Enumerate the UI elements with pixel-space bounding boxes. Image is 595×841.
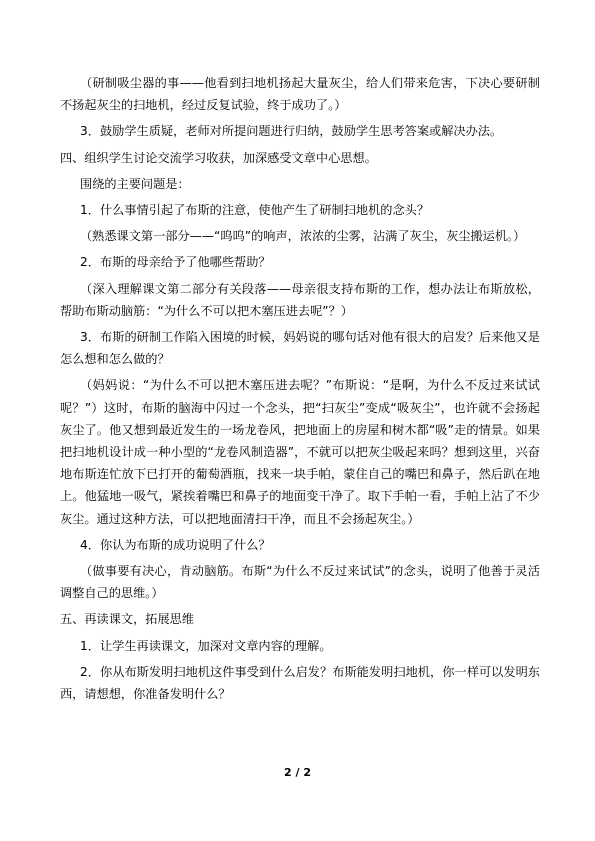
section-heading-4: 四、组织学生讨论交流学习收获，加深感受文章中心思想。 (60, 150, 377, 165)
document-body (60, 72, 540, 709)
section-heading-5: 五、再读课文，拓展思维 (60, 612, 195, 627)
answer-2: （深入理解课文第二部分有关段落——母亲很支持布斯的工作，想办法让布斯放松，帮助布斯动脑筋：“为什么不可以把木塞压进去呢”？） (60, 281, 540, 318)
paragraph-step-3-questions: 3．鼓励学生质疑，老师对所提问题进行归纳，鼓励学生思考答案或解决办法。 (80, 124, 503, 139)
paragraph-main-questions-intro: 围绕的主要问题是： (80, 176, 190, 191)
question-3: 3．布斯的研制工作陷入困境的时候，妈妈说的哪句话对他有很大的启发？后来他又是怎么想和怎么做的？ (60, 330, 540, 367)
answer-3: （妈妈说：“为什么不可以把木塞压进去呢？”布斯说：“是啊，为什么不反过来试试呢？”）这时，布斯的脑海中闪过一个念头，把“扫灰尘”变成“吸灰尘”，也许就不会扬起灰尘了。他又想到最近发生的一场龙卷风，把地面上的房屋和树木都“吸”走的情景。如果把扫地机设计成一种小型的“龙卷风制造器”，不就可以把灰尘吸起来吗？想到这里，兴奋地布斯连忙放下已打开的葡萄酒瓶，找来一块手帕，蒙住自己的嘴巴和鼻子，然后趴在地上。他猛地一吸气，紧挨着嘴巴和鼻子的地面变干净了。取下手帕一看，手帕上沾了不少灰尘。通过这种方法，可以把地面清扫干净，而且不会扬起灰尘。） (60, 378, 540, 526)
question-1: 1．什么事情引起了布斯的注意，使他产生了研制扫地机的念头？ (80, 203, 430, 218)
question-4: 4．你认为布斯的成功说明了什么？ (80, 537, 271, 552)
task-1: 1．让学生再读课文，加深对文章内容的理解。 (80, 638, 332, 653)
paragraph-vacuum-story: （研制吸尘器的事——他看到扫地机扬起大量灰尘，给人们带来危害，下决心要研制不扬起灰尘的扫地机，经过反复试验，终于成功了。） (60, 76, 540, 113)
page-number: 2 / 2 (284, 766, 311, 779)
answer-1: （熟悉课文第一部分——“呜呜”的响声，浓浓的尘雾，沾满了灰尘，灰尘搬运机。） (80, 229, 526, 244)
task-2: 2．你从布斯发明扫地机这件事受到什么启发？布斯能发明扫地机，你一样可以发明东西，请想想，你准备发明什么？ (60, 664, 540, 702)
answer-4: （做事要有决心，肯动脑筋。布斯“为什么不反过来试试”的念头，说明了他善于灵活调整自己的思维。） (60, 564, 540, 601)
question-2: 2．布斯的母亲给予了他哪些帮助？ (80, 255, 271, 270)
